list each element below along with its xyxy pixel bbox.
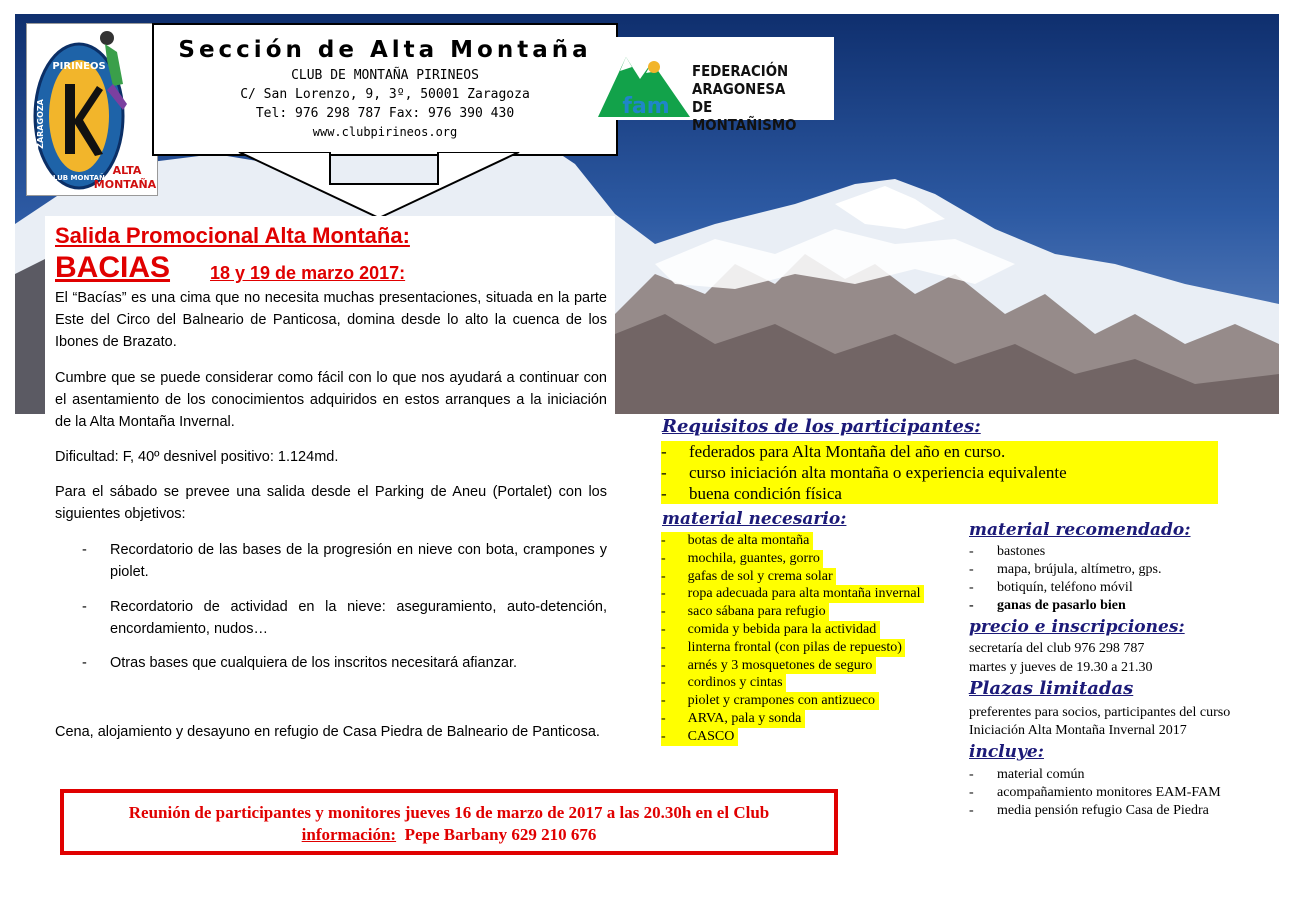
requirements-title: Requisitos de los participantes: [662, 416, 981, 437]
includes-item: - media pensión refugio Casa de Piedra [969, 803, 1209, 818]
material-item: - arnés y 3 mosquetones de seguro [661, 657, 876, 675]
material-item: - saco sábana para refugio [661, 603, 829, 621]
club-phones: Tel: 976 298 787 Fax: 976 390 430 [255, 106, 515, 121]
recommended-item: - botiquín, teléfono móvil [969, 580, 1133, 595]
material-item: - gafas de sol y crema solar [661, 568, 836, 586]
accommodation-paragraph: Cena, alojamiento y desayuno en refugio de Casa Piedra de Balneario de Panticosa. [55, 724, 600, 740]
material-recommended-list [969, 543, 1161, 615]
material-item: - comida y bebida para la actividad [661, 621, 880, 639]
objective-item: - Recordatorio de actividad en la nieve: aseguramiento, auto-detención, encordamiento, nudos… [82, 596, 607, 640]
fam-logo [596, 37, 834, 134]
includes-item: - material común [969, 767, 1085, 782]
club-logo-label-1: ALTA [112, 164, 142, 177]
difficulty-line: Dificultad: F, 40º desnivel positivo: 1.124md. [55, 449, 339, 465]
material-item: - botas de alta montaña [661, 532, 813, 550]
material-item: - CASCO [661, 728, 738, 746]
places-title: Plazas limitadas [969, 678, 1134, 699]
material-item: - ARVA, pala y sonda [661, 710, 805, 728]
places-line-2: Iniciación Alta Montaña Invernal 2017 [969, 723, 1187, 738]
summit-paragraph: Cumbre que se puede considerar como fácil con lo que nos ayudará a continuar con el asentamiento de los conocimientos adquiridos en estos arranques a la iniciación de la Alta Montaña Invernal. [55, 370, 607, 430]
info-label: información: [301, 825, 397, 844]
meeting-line: Reunión de participantes y monitores jueves 16 de marzo de 2017 a las 20.30h en el Club [128, 803, 770, 822]
recommended-item: - mapa, brújula, altímetro, gps. [969, 562, 1162, 577]
promo-title: Salida Promocional Alta Montaña: [55, 223, 410, 248]
club-logo-left-text: ZARAGOZA [36, 99, 45, 149]
header-arrow [238, 152, 520, 220]
places-line-1: preferentes para socios, participantes del curso [969, 705, 1231, 720]
objective-text: Recordatorio de las bases de la progresión en nieve con bota, crampones y piolet. [110, 542, 607, 580]
objective-text: Otras bases que cualquiera de los inscritos necesitará afianzar. [110, 655, 518, 671]
club-name: CLUB DE MONTAÑA PIRINEOS [291, 68, 479, 83]
saturday-paragraph: Para el sábado se prevee una salida desde el Parking de Aneu (Portalet) con los siguientes objetivos: [55, 484, 607, 522]
material-recommended-title: material recomendado: [969, 520, 1191, 540]
requirement-item: - curso iniciación alta montaña o experiencia equivalente [661, 463, 1067, 482]
includes-list [969, 766, 1221, 820]
recommended-item: - ganas de pasarlo bien [969, 598, 1126, 613]
club-logo-label-2: MONTAÑA [93, 178, 157, 191]
material-item: - linterna frontal (con pilas de repuesto) [661, 639, 905, 657]
material-item: - ropa adecuada para alta montaña invernal [661, 585, 924, 603]
pricing-title: precio e inscripciones: [969, 617, 1185, 637]
club-address: C/ San Lorenzo, 9, 3º, 50001 Zaragoza [240, 87, 530, 102]
includes-item: - acompañamiento monitores EAM-FAM [969, 785, 1221, 800]
section-title: Sección de Alta Montaña [178, 37, 592, 63]
objective-item: - Recordatorio de las bases de la progresión en nieve con bota, crampones y piolet. [82, 539, 607, 583]
info-contact: Pepe Barbany 629 210 676 [404, 825, 597, 844]
meeting-box [60, 789, 838, 855]
event-dates: 18 y 19 de marzo 2017: [210, 263, 406, 283]
material-needed-list [661, 532, 924, 746]
objective-text: Recordatorio de actividad en la nieve: aseguramiento, auto-detención, encordamiento, nudos… [110, 599, 607, 637]
material-item: - piolet y crampones con antizueco [661, 692, 879, 710]
club-website: www.clubpirineos.org [312, 125, 458, 139]
recommended-item: - bastones [969, 544, 1046, 559]
material-item: - cordinos y cintas [661, 674, 786, 692]
fam-line3: DE MONTAÑISMO [692, 98, 797, 134]
club-logo-arc-text: PIRINEOS [52, 61, 106, 72]
club-logo-bottom-text: CLUB MONTAÑA [47, 174, 111, 182]
peak-name: BACIAS [55, 251, 171, 284]
includes-title: incluye: [969, 742, 1044, 762]
pricing-line-1: secretaría del club 976 298 787 [969, 641, 1145, 656]
objective-item: - Otras bases que cualquiera de los inscritos necesitará afianzar. [82, 652, 607, 674]
fam-line2: ARAGONESA [692, 80, 786, 98]
club-pirineos-logo [26, 23, 158, 196]
pricing-line-2: martes y jueves de 19.30 a 21.30 [969, 660, 1153, 675]
requirements-list [661, 441, 1218, 504]
intro-paragraph: El “Bacías” es una cima que no necesita muchas presentaciones, situada en la parte Este del Circo del Balneario de Panticosa, domina desde lo alto la cuenca de los Ibones de Brazato. [55, 290, 607, 350]
requirement-item: - buena condición física [661, 484, 842, 503]
fam-mark: fam [622, 94, 670, 119]
club-header-box [152, 23, 618, 156]
fam-line1: FEDERACIÓN [692, 62, 789, 80]
requirement-item: - federados para Alta Montaña del año en curso. [661, 442, 1006, 461]
material-needed-title: material necesario: [662, 509, 847, 529]
material-item: - mochila, guantes, gorro [661, 550, 823, 568]
